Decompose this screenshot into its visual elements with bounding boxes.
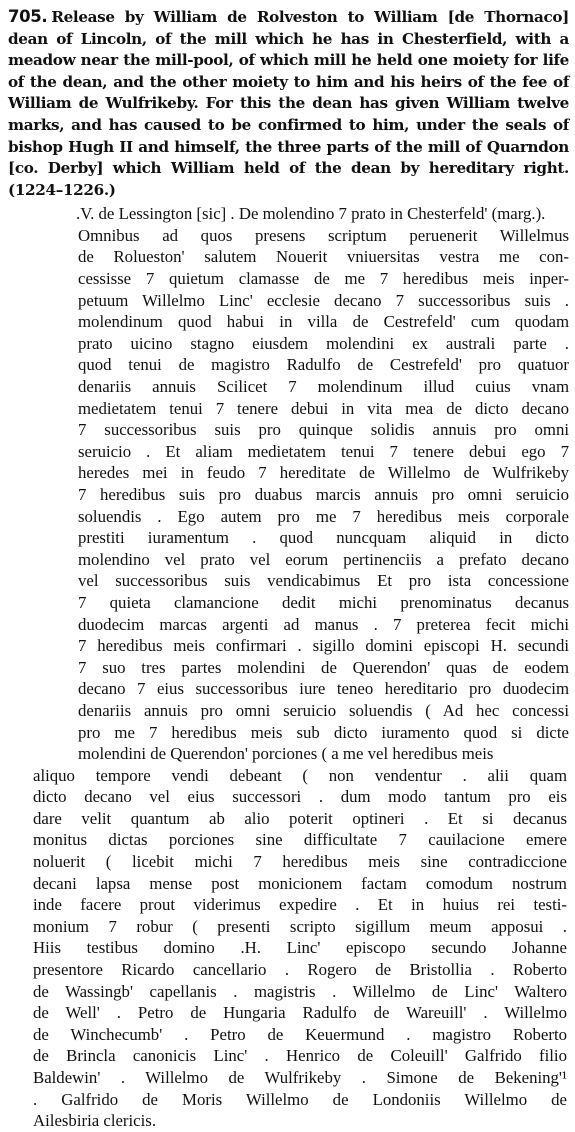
text-line: aliquo tempore vendi debeant ( non vendentur . alii quam	[33, 765, 567, 785]
entry-number: 705.	[8, 7, 48, 26]
text-line: seruicio . Et aliam medietatem tenui 7 tenere debui ego 7	[78, 441, 569, 461]
text-line: prestiti iuramentum . quod nuncquam aliquid in dicto	[78, 528, 569, 548]
text-line: dicto decano vel eius successori . dum modo tantum pro eis	[33, 787, 567, 807]
text-line: Omnibus ad quos presens scriptum peruenerit Willelmus	[78, 225, 569, 245]
latin-charter-text-full	[33, 765, 567, 1132]
text-line: denariis annuis Scilicet 7 molendinum illud cuius vnam	[78, 377, 569, 396]
text-line: de Wassingb' capellanis . magistris . Willelmo de Linc' Waltero	[33, 981, 567, 1001]
text-line: duodecim marcas argenti ad manus . 7 preterea fecit michi	[78, 614, 569, 634]
text-line: Hiis testibus domino .H. Linc' episcopo secundo Johanne	[33, 938, 567, 958]
entry-summary-paragraph	[8, 6, 569, 201]
text-line: decani lapsa mense post monicionem factam comodum nostrum	[33, 873, 567, 893]
text-line: 7 successoribus suis pro quinque solidis annuis pro omni	[78, 420, 569, 440]
text-line: quod tenui de magistro Radulfo de Cestrefeld' pro quatuor	[78, 355, 569, 375]
text-line: noluerit ( licebit michi 7 heredibus meis sine contradiccione	[33, 852, 567, 872]
text-line: de Well' . Petro de Hungaria Radulfo de Wareuill' . Willelmo	[33, 1003, 567, 1023]
text-line: heredes mei in feudo 7 hereditate de Willelmo de Wulfrikeby	[78, 463, 569, 483]
text-line: 7 suo tres partes molendini de Querendon' quas de eodem	[78, 657, 569, 677]
text-line: pro me 7 heredibus meis sub dicto iuramento quod si dicte	[78, 722, 569, 742]
text-line: de Brincla canonicis Linc' . Henrico de Coleuill' Galfrido filio	[33, 1046, 567, 1066]
text-line: 7 heredibus meis confirmari . sigillo domini episcopi H. secundi	[78, 636, 569, 656]
text-line: monitus dictas porciones sine difficultate 7 cauilacione emere	[33, 830, 567, 850]
text-line: decano 7 eius successoribus iure teneo hereditario pro duodecim	[78, 679, 569, 699]
text-line: prato uicino stagno eiusdem molendini ex australi parte .	[78, 333, 569, 353]
text-line: de Rolueston' salutem Nouerit vniuersitas vestra me con-	[78, 247, 569, 267]
text-line: de Winchecumb' . Petro de Keuermund . magistro Roberto	[33, 1024, 567, 1044]
text-line: presentore Ricardo cancellario . Rogero de Bristollia . Roberto	[33, 960, 567, 980]
text-line: monium 7 robur ( presenti scripto sigillum meum apposui .	[33, 916, 567, 936]
text-line: soluendis . Ego autem pro me 7 heredibus meis corporale	[78, 506, 569, 526]
text-line: 7 quieta clamancione dedit michi prenominatus decanus	[78, 592, 569, 612]
text-line: dare velit quantum ab alio poterit optineri . Et si decanus	[33, 808, 567, 828]
text-line: vel successoribus suis vendicabimus Et pro ista concessione	[78, 571, 569, 591]
text-line: Ailesbiria clericis.	[33, 1111, 157, 1131]
entry-summary: Release by William de Rolveston to William [de Thornaco] dean of Lincoln, of the mill which he has in Chesterfield, with a meadow near the mill-pool, of which mill he held one moiety for life of the dean, and the other moiety to him and his heirs of the fee of William de Wulfrikeby. For this the dean has given William twelve marks, and has caused to be confirmed to him, under the seals of bishop Hugh II and himself, the three parts of the mill of Quarndon [co. Derby] which William held of the dean by hereditary right. (1224–1226.)	[8, 8, 569, 199]
indented-text-block	[65, 203, 569, 764]
text-line: petuum Willelmo Linc' ecclesie decano 7 successoribus suis .	[78, 290, 569, 310]
text-line: . Galfrido de Moris Willelmo de Londoniis Willelmo de	[33, 1089, 567, 1109]
latin-charter-text-indented	[65, 225, 569, 765]
text-line: molendino vel prato vel eorum pertinenciis a prefato decano	[78, 549, 569, 569]
text-line: 7 heredibus suis pro duabus marcis annuis pro omni seruicio	[78, 484, 569, 504]
text-line: denariis annuis pro omni seruicio soluendis ( Ad hec concessi	[78, 700, 569, 720]
text-line: molendini de Querendon' porciones ( a me vel heredibus meis	[78, 744, 494, 764]
text-line: inde facere prout viderimus expedire . Et in huius rei testi-	[33, 895, 567, 915]
marginal-note: .V. de Lessington [sic] . De molendino 7 prato in Chesterfeld' (marg.).	[76, 204, 546, 224]
text-line: molendinum quod habui in villa de Cestrefeld' cum quodam	[78, 312, 569, 332]
text-line: cessisse 7 quietum clamasse de me 7 heredibus meis inper-	[78, 269, 569, 289]
text-line: Baldewin' . Willelmo de Wulfrikeby . Simone de Bekening'¹	[33, 1068, 567, 1087]
text-line: medietatem tenui 7 tenere debui in vita mea de dicto decano	[78, 398, 569, 418]
